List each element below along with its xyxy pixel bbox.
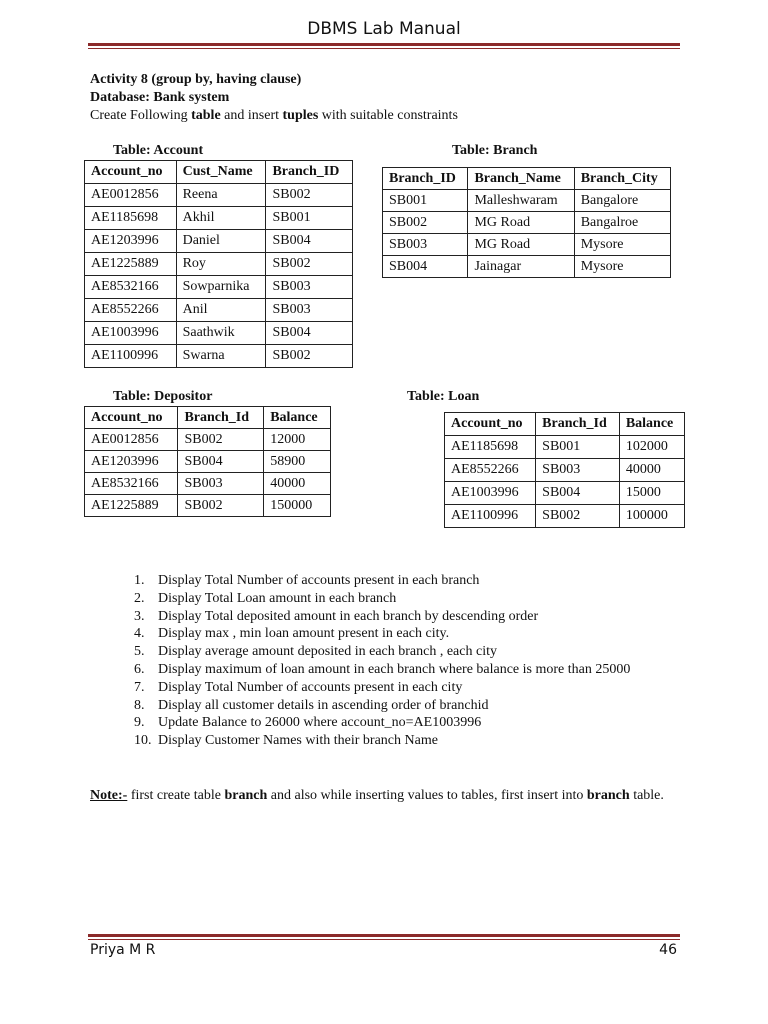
footer-divider: [88, 934, 680, 940]
table-cell: MG Road: [468, 234, 574, 256]
table-row: [85, 345, 353, 368]
table-row: [85, 230, 353, 253]
table-cell: Roy: [176, 253, 266, 276]
instruction-keyword-table: table: [191, 108, 221, 123]
question-number: 8.: [134, 697, 145, 713]
depositor-table: [84, 406, 331, 517]
table-cell: 40000: [264, 473, 331, 495]
table-cell: 102000: [619, 436, 684, 459]
column-header: Balance: [264, 407, 331, 429]
note-keyword: branch: [224, 788, 268, 803]
table-cell: SB002: [178, 495, 264, 517]
question-item: [134, 714, 630, 732]
table-cell: AE1203996: [85, 230, 177, 253]
branch-table-caption: Table: Branch: [452, 143, 538, 158]
table-cell: AE1225889: [85, 495, 178, 517]
table-row: [85, 299, 353, 322]
table-header-row: [383, 168, 671, 190]
branch-table: [382, 167, 671, 278]
table-cell: AE1203996: [85, 451, 178, 473]
question-text: Display average amount deposited in each branch , each city: [158, 644, 497, 660]
question-text: Display max , min loan amount present in each city.: [158, 626, 450, 642]
column-header: Balance: [619, 413, 684, 436]
table-cell: SB002: [383, 212, 468, 234]
question-number: 9.: [134, 715, 145, 731]
table-cell: Daniel: [176, 230, 266, 253]
table-cell: Bangalroe: [574, 212, 670, 234]
table-cell: AE1003996: [85, 322, 177, 345]
column-header: Account_no: [85, 407, 178, 429]
table-cell: Mysore: [574, 256, 670, 278]
activity-instruction: [90, 107, 458, 125]
table-cell: Swarna: [176, 345, 266, 368]
table-cell: Reena: [176, 184, 266, 207]
database-name: Database: Bank system: [90, 90, 230, 105]
column-header: Branch_Id: [178, 407, 264, 429]
table-row: [383, 234, 671, 256]
question-item: [134, 679, 630, 697]
table-cell: 58900: [264, 451, 331, 473]
question-number: 10.: [134, 733, 152, 749]
activity-intro: [90, 71, 458, 125]
table-cell: AE1185698: [445, 436, 536, 459]
table-row: [85, 322, 353, 345]
loan-table-caption: Table: Loan: [407, 389, 480, 404]
table-cell: SB003: [383, 234, 468, 256]
table-cell: SB003: [266, 299, 353, 322]
question-item: [134, 608, 630, 626]
instruction-text: with suitable constraints: [318, 108, 458, 123]
table-cell: SB004: [536, 482, 620, 505]
table-row: [85, 473, 331, 495]
question-number: 1.: [134, 573, 145, 588]
note: [90, 787, 682, 804]
instruction-text: and insert: [220, 108, 283, 123]
table-cell: SB004: [266, 230, 353, 253]
table-cell: AE1100996: [445, 505, 536, 528]
activity-title: Activity 8 (group by, having clause): [90, 72, 302, 87]
header-divider: [88, 43, 680, 49]
table-cell: 150000: [264, 495, 331, 517]
table-cell: Bangalore: [574, 190, 670, 212]
question-number: 3.: [134, 608, 145, 624]
table-cell: Saathwik: [176, 322, 266, 345]
question-text: Display Total Loan amount in each branch: [158, 590, 397, 606]
depositor-table-caption: Table: Depositor: [113, 389, 213, 404]
table-cell: AE8552266: [85, 299, 177, 322]
account-table: [84, 160, 353, 368]
table-cell: MG Road: [468, 212, 574, 234]
table-cell: SB001: [266, 207, 353, 230]
question-list: [134, 572, 630, 750]
instruction-keyword-tuples: tuples: [282, 108, 319, 123]
table-cell: AE8552266: [445, 459, 536, 482]
table-cell: AE8532166: [85, 276, 177, 299]
question-item: [134, 572, 630, 590]
table-cell: Anil: [176, 299, 266, 322]
table-cell: 100000: [619, 505, 684, 528]
question-number: 4.: [134, 626, 145, 642]
question-number: 6.: [134, 661, 145, 677]
column-header: Branch_Name: [468, 168, 574, 190]
table-header-row: [85, 161, 353, 184]
table-cell: SB001: [536, 436, 620, 459]
note-text: and also while inserting values to tables, first insert into: [267, 788, 587, 803]
footer-author: Priya M R: [90, 942, 156, 958]
question-item: [134, 732, 630, 750]
table-cell: SB004: [178, 451, 264, 473]
column-header: Branch_City: [574, 168, 670, 190]
instruction-text: Create Following: [90, 108, 192, 123]
table-row: [85, 207, 353, 230]
table-cell: AE1003996: [445, 482, 536, 505]
table-cell: 15000: [619, 482, 684, 505]
table-row: [445, 505, 685, 528]
question-item: [134, 625, 630, 643]
table-header-row: [445, 413, 685, 436]
table-cell: AE8532166: [85, 473, 178, 495]
question-item: [134, 697, 630, 715]
table-cell: SB003: [178, 473, 264, 495]
question-item: [134, 661, 630, 679]
table-cell: Malleshwaram: [468, 190, 574, 212]
loan-table: [444, 412, 685, 528]
table-cell: AE1225889: [85, 253, 177, 276]
question-number: 2.: [134, 590, 145, 606]
table-row: [85, 184, 353, 207]
table-header-row: [85, 407, 331, 429]
question-text: Display Total deposited amount in each branch by descending order: [158, 608, 539, 624]
table-cell: 12000: [264, 429, 331, 451]
table-row: [445, 482, 685, 505]
table-cell: AE1100996: [85, 345, 177, 368]
column-header: Account_no: [445, 413, 536, 436]
table-cell: SB002: [266, 253, 353, 276]
table-row: [85, 495, 331, 517]
table-row: [445, 436, 685, 459]
table-row: [383, 212, 671, 234]
table-row: [383, 190, 671, 212]
table-cell: Akhil: [176, 207, 266, 230]
table-cell: SB003: [266, 276, 353, 299]
question-number: 7.: [134, 679, 145, 695]
question-item: [134, 590, 630, 608]
table-row: [383, 256, 671, 278]
note-label: Note:-: [90, 788, 128, 803]
table-row: [85, 276, 353, 299]
column-header: Branch_ID: [383, 168, 468, 190]
table-row: [85, 253, 353, 276]
table-row: [445, 459, 685, 482]
question-text: Display Total Number of accounts present in each city: [158, 679, 463, 695]
table-row: [85, 429, 331, 451]
table-cell: SB004: [266, 322, 353, 345]
question-text: Display maximum of loan amount in each branch where balance is more than 25000: [158, 661, 631, 677]
table-cell: SB002: [178, 429, 264, 451]
note-keyword: branch: [586, 788, 630, 803]
table-cell: SB002: [536, 505, 620, 528]
table-cell: AE0012856: [85, 429, 178, 451]
note-text: first create table: [127, 788, 225, 803]
page-header-title: DBMS Lab Manual: [307, 19, 461, 39]
table-cell: 40000: [619, 459, 684, 482]
question-text: Update Balance to 26000 where account_no=AE1003996: [158, 715, 482, 731]
account-table-caption: Table: Account: [113, 143, 204, 158]
table-cell: Sowparnika: [176, 276, 266, 299]
question-text: Display Customer Names with their branch Name: [158, 733, 438, 749]
table-cell: SB002: [266, 184, 353, 207]
table-cell: SB002: [266, 345, 353, 368]
table-cell: Jainagar: [468, 256, 574, 278]
table-cell: SB001: [383, 190, 468, 212]
question-text: Display all customer details in ascending order of branchid: [158, 697, 489, 713]
question-number: 5.: [134, 644, 145, 660]
note-text: table.: [629, 788, 664, 803]
column-header: Branch_Id: [536, 413, 620, 436]
table-cell: SB004: [383, 256, 468, 278]
column-header: Account_no: [85, 161, 177, 184]
table-row: [85, 451, 331, 473]
column-header: Branch_ID: [266, 161, 353, 184]
question-item: [134, 643, 630, 661]
table-cell: AE1185698: [85, 207, 177, 230]
table-cell: Mysore: [574, 234, 670, 256]
column-header: Cust_Name: [176, 161, 266, 184]
table-cell: AE0012856: [85, 184, 177, 207]
table-cell: SB003: [536, 459, 620, 482]
page-number: 46: [659, 942, 677, 958]
question-text: Display Total Number of accounts present in each branch: [158, 573, 480, 588]
